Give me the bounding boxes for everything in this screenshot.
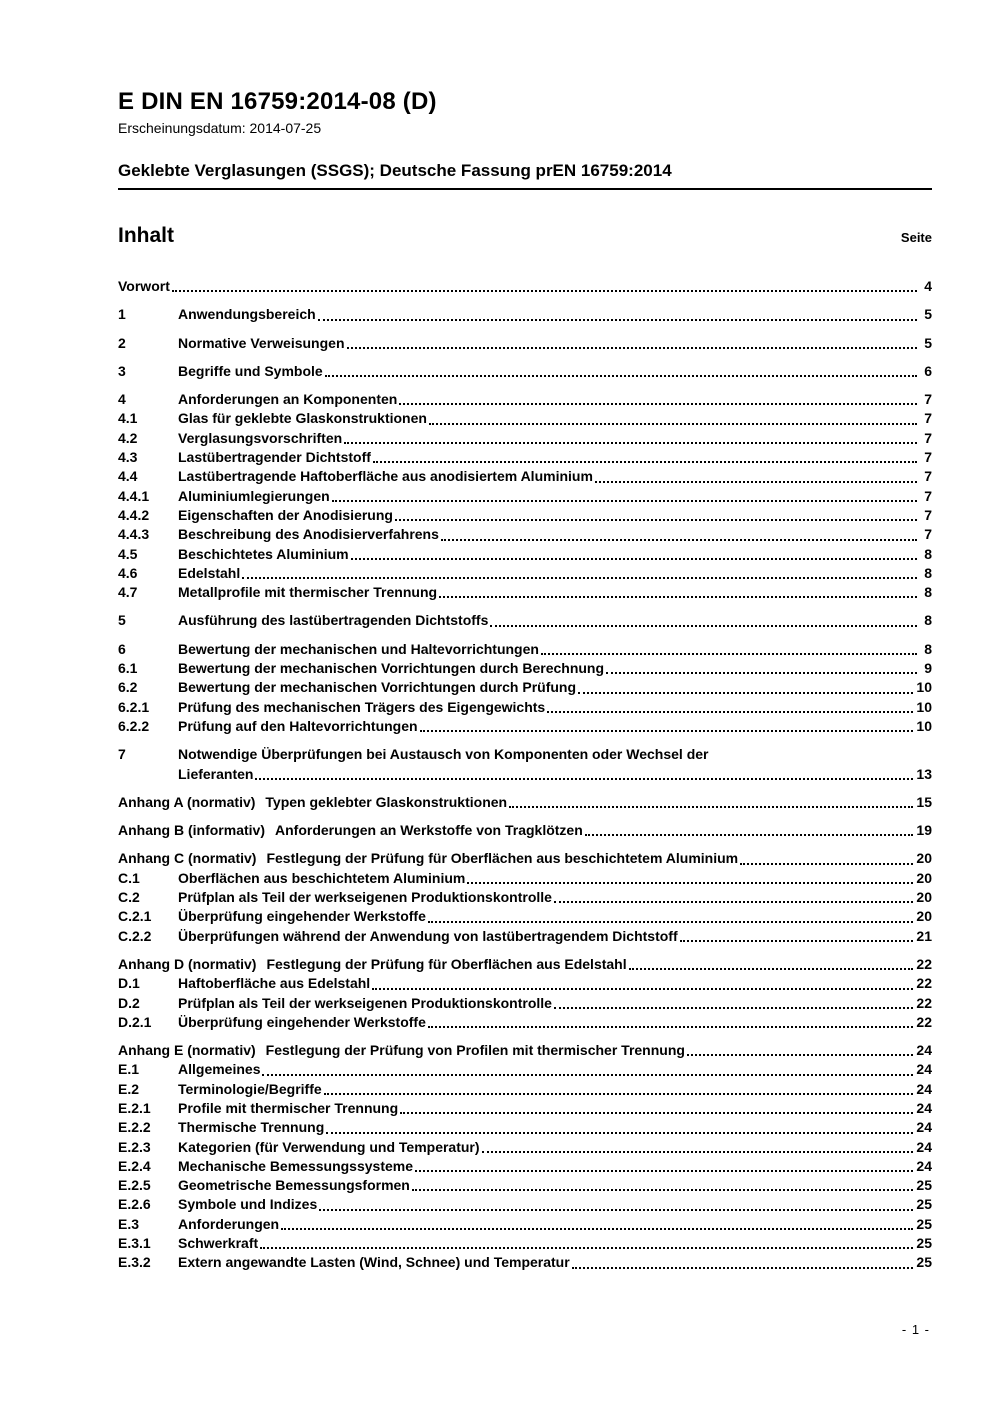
toc-leader-dots [324,1093,914,1095]
toc-leader-dots [318,319,917,321]
toc-entry-page: 24 [916,1138,932,1155]
toc-leader-dots [572,1267,914,1269]
toc-entry-page: 9 [924,660,932,677]
toc-entry [118,362,932,381]
toc-leader-dots [595,481,917,483]
toc-entry-page: 24 [916,1119,932,1136]
toc-entry-page: 25 [916,1235,932,1252]
toc-entry-title: Anwendungsbereich [178,306,316,323]
toc-annex-label: Anhang E (normativ) [118,1042,256,1059]
toc-entry-page: 8 [924,640,932,657]
toc-entry-number: 4.7 [118,584,138,601]
toc-entry-title: Geometrische Bemessungsformen [178,1177,410,1194]
toc-entry-title: Beschreibung des Anodisierverfahrens [178,526,439,543]
toc-entry-title: Terminologie/Begriffe [178,1080,322,1097]
toc-entry-number: 6.1 [118,660,138,677]
document-title: Geklebte Verglasungen (SSGS); Deutsche Fassung prEN 16759:2014 [118,161,932,190]
toc-entry-title: Notwendige Überprüfungen bei Austausch von Komponenten oder Wechsel der [178,746,709,763]
toc-leader-dots [412,1189,914,1191]
toc-leader-dots [242,577,917,579]
toc-entry-page: 10 [916,679,932,696]
toc-entry [118,1176,932,1195]
toc-entry-number: 4 [118,391,126,408]
toc-entry-title: Anforderungen an Komponenten [178,391,398,408]
toc-entry-page: 10 [916,717,932,734]
toc-leader-dots [399,403,917,405]
toc-entry-page: 7 [924,506,932,523]
toc-entry-title: Extern angewandte Lasten (Wind, Schnee) und Temperatur [178,1254,570,1271]
toc-entry [118,678,932,697]
toc-leader-dots [554,1007,913,1009]
toc-entry-number: C.1 [118,869,140,886]
toc-entry-title: Beschichtetes Aluminium [178,545,349,562]
toc-leader-dots [585,834,914,836]
toc-entry-number: 4.4 [118,468,138,485]
toc-leader-dots [172,290,917,292]
toc-entry-title: Kategorien (für Verwendung und Temperatur) [178,1138,480,1155]
toc-entry-page: 22 [916,955,932,972]
toc-entry-title: Allgemeines [178,1061,261,1078]
toc-entry-page: 24 [916,1061,932,1078]
toc-entry [118,448,932,467]
toc-entry-title: Festlegung der Prüfung für Oberflächen aus Edelstahl [266,955,627,972]
toc-leader-dots [344,442,917,444]
toc-entry [118,1215,932,1234]
toc-annex-label: Anhang A (normativ) [118,793,256,810]
toc-entry-title: Normative Verweisungen [178,334,345,351]
toc-leader-dots [490,625,917,627]
toc-entry-page: 25 [916,1254,932,1271]
toc-entry-title: Bewertung der mechanischen und Haltevorrichtungen [178,640,539,657]
toc-entry [118,907,932,926]
toc-leader-dots [541,653,917,655]
toc-entry-number: 6.2.1 [118,698,150,715]
toc-leader-dots [325,375,917,377]
toc-leader-dots [439,596,917,598]
toc-leader-dots [420,730,914,732]
page-number-footer: - 1 - [901,1322,930,1337]
toc-entry-page: 24 [916,1042,932,1059]
toc-leader-dots [687,1054,913,1056]
toc-entry-page: 19 [916,822,932,839]
toc-entry-number: E.3.1 [118,1235,151,1252]
toc-entry [118,305,932,324]
toc-entry [118,1138,932,1157]
toc-leader-dots [547,711,913,713]
toc-entry [118,1234,932,1253]
toc-entry-number: 4.2 [118,429,138,446]
toc-entry-title: Eigenschaften der Anodisierung [178,506,393,523]
toc-entry [118,545,932,564]
toc-leader-dots [326,1132,913,1134]
toc-entry [118,525,932,544]
toc-entry [118,765,932,784]
toc-entry [118,277,932,296]
toc-entry-page: 8 [924,584,932,601]
publish-date: Erscheinungsdatum: 2014-07-25 [118,120,322,136]
toc-entry-title: Verglasungsvorschriften [178,429,343,446]
toc-entry-page: 24 [916,1157,932,1174]
toc-entry-number: 6 [118,640,126,657]
toc-entry-page: 7 [924,429,932,446]
toc-entry [118,974,932,993]
toc-entry [118,927,932,946]
toc-entry [118,698,932,717]
toc-entry-number: E.2.3 [118,1138,151,1155]
toc-entry [118,869,932,888]
toc-entry-page: 8 [924,564,932,581]
toc-entry [118,390,932,409]
toc-entry-title: Thermische Trennung [178,1119,325,1136]
toc-entry [118,1041,932,1060]
toc-entry-title: Lastübertragender Dichtstoff [178,449,371,466]
toc-entry-title: Edelstahl [178,564,241,581]
toc-entry [118,1060,932,1079]
toc-entry-page: 24 [916,1080,932,1097]
document-number: E DIN EN 16759:2014-08 (D) [118,88,437,115]
toc-entry-title: Anforderungen [178,1215,280,1232]
toc-entry-title: Metallprofile mit thermischer Trennung [178,584,438,601]
toc-leader-dots [441,539,917,541]
toc-annex-label: Anhang C (normativ) [118,850,257,867]
toc-leader-dots [347,347,917,349]
toc-entry-number: 7 [118,746,126,763]
toc-entry-title: Symbole und Indizes [178,1196,318,1213]
toc-entry-page: 25 [916,1196,932,1213]
toc-entry [118,506,932,525]
toc-entry-number: D.2.1 [118,1013,152,1030]
toc-entry-number: E.3 [118,1215,140,1232]
toc-entry-number: 4.6 [118,564,138,581]
toc-entry-page: 10 [916,698,932,715]
toc-leader-dots [262,1074,913,1076]
toc-entry-page: 22 [916,975,932,992]
toc-entry-title: Überprüfungen während der Anwendung von lastübertragendem Dichtstoff [178,927,678,944]
toc-entry-number: E.2.2 [118,1119,151,1136]
toc-entry [118,717,932,736]
toc-leader-dots [606,672,917,674]
toc-entry-number: E.3.2 [118,1254,151,1271]
toc-entry-title: Prüfplan als Teil der werkseigenen Produktionskontrolle [178,994,552,1011]
toc-page-column-label: Seite [900,230,932,245]
toc-entry-page: 7 [924,410,932,427]
toc-leader-dots [554,901,913,903]
toc-leader-dots [428,1026,914,1028]
toc-entry-page: 7 [924,391,932,408]
toc-entry-page: 8 [924,612,932,629]
toc-entry-title: Anforderungen an Werkstoffe von Tragklötzen [275,822,583,839]
toc-leader-dots [332,500,917,502]
toc-entry-title: Glas für geklebte Glaskonstruktionen [178,410,427,427]
toc-entry-page: 20 [916,889,932,906]
toc-entry-page: 25 [916,1177,932,1194]
toc-header [118,224,932,248]
toc-entry [118,994,932,1013]
toc-entry-title: Prüfplan als Teil der werkseigenen Produktionskontrolle [178,889,552,906]
toc-annex-label: Anhang B (informativ) [118,822,265,839]
toc-entry-number: 4.4.1 [118,487,150,504]
toc-entry-number: 4.4.3 [118,526,150,543]
toc-entry-title: Lastübertragende Haftoberfläche aus anodisiertem Aluminium [178,468,593,485]
toc-entry-number: 4.1 [118,410,138,427]
toc-entry-page: 7 [924,468,932,485]
toc-entry-number: 4.5 [118,545,138,562]
toc-entry-page: 15 [916,793,932,810]
toc-entry-number: 6.2.2 [118,717,150,734]
toc-leader-dots [372,988,913,990]
toc-entry [118,1118,932,1137]
toc-entry-title: Mechanische Bemessungssysteme [178,1157,413,1174]
toc-entry-page: 7 [924,449,932,466]
toc-entry-title: Überprüfung eingehender Werkstoffe [178,1013,426,1030]
toc-entry-number: 3 [118,362,126,379]
toc-leader-dots [281,1228,913,1230]
toc-entry-page: 21 [916,927,932,944]
toc-entry-page: 6 [924,362,932,379]
toc-entry-number: 2 [118,334,126,351]
toc-leader-dots [482,1151,914,1153]
toc-entry-title: Prüfung des mechanischen Trägers des Eigengewichts [178,698,546,715]
toc-entry-number: 4.3 [118,449,138,466]
toc-leader-dots [351,558,917,560]
toc-entry-title: Bewertung der mechanischen Vorrichtungen durch Berechnung [178,660,605,677]
toc-entry [118,611,932,630]
toc-entry-title: Vorwort [118,278,170,294]
toc-entry-title: Typen geklebter Glaskonstruktionen [265,793,508,810]
toc-leader-dots [429,423,917,425]
toc-entry [118,487,932,506]
toc-entry [118,849,932,868]
toc-entry-title: Bewertung der mechanischen Vorrichtungen durch Prüfung [178,679,577,696]
toc-list [118,277,932,1273]
toc-entry-page: 5 [924,306,932,323]
toc-entry-title: Oberflächen aus beschichtetem Aluminium [178,869,466,886]
toc-entry-number: D.1 [118,975,140,992]
toc-entry-title: Lieferanten [178,765,254,782]
toc-entry [118,821,932,840]
toc-annex-label: Anhang D (normativ) [118,955,257,972]
toc-entry-page: 8 [924,545,932,562]
toc-leader-dots [255,778,913,780]
toc-entry-page: 5 [924,334,932,351]
toc-leader-dots [260,1247,913,1249]
toc-entry-title: Schwerkraft [178,1235,259,1252]
toc-entry-page: 24 [916,1099,932,1116]
toc-entry-page: 7 [924,487,932,504]
toc-entry-number: E.2.4 [118,1157,151,1174]
toc-entry [118,888,932,907]
toc-leader-dots [428,921,914,923]
toc-leader-dots [467,882,913,884]
toc-entry-number: 6.2 [118,679,138,696]
toc-entry-number: C.2 [118,889,140,906]
toc-leader-dots [415,1170,913,1172]
toc-entry-number: E.1 [118,1061,140,1078]
toc-entry-page: 13 [916,765,932,782]
toc-entry [118,745,932,764]
toc-entry-number: 4.4.2 [118,506,150,523]
toc-entry [118,1157,932,1176]
toc-heading: Inhalt [118,224,174,247]
toc-entry [118,1195,932,1214]
toc-entry-page: 22 [916,994,932,1011]
toc-entry-number: E.2.5 [118,1177,151,1194]
toc-leader-dots [578,692,913,694]
toc-entry [118,640,932,659]
toc-entry [118,564,932,583]
toc-entry [118,467,932,486]
toc-entry [118,1099,932,1118]
toc-entry [118,1013,932,1032]
toc-leader-dots [740,863,913,865]
toc-entry-page: 20 [916,869,932,886]
toc-entry-title: Haftoberfläche aus Edelstahl [178,975,371,992]
toc-entry-number: C.2.2 [118,927,152,944]
toc-entry-page: 22 [916,1013,932,1030]
toc-entry-page: 4 [924,278,932,294]
toc-entry-page: 20 [916,850,932,867]
toc-entry [118,659,932,678]
toc-entry [118,429,932,448]
toc-entry-number: E.2.6 [118,1196,151,1213]
toc-entry [118,955,932,974]
toc-entry-number: 5 [118,612,126,629]
toc-entry-title: Begriffe und Symbole [178,362,323,379]
toc-entry-title: Festlegung der Prüfung für Oberflächen aus beschichtetem Aluminium [266,850,739,867]
toc-entry-title: Profile mit thermischer Trennung [178,1099,399,1116]
toc-entry [118,1080,932,1099]
toc-entry-page: 25 [916,1215,932,1232]
toc-leader-dots [400,1112,913,1114]
toc-leader-dots [373,461,917,463]
toc-entry [118,583,932,602]
toc-entry-number: E.2.1 [118,1099,151,1116]
toc-entry-page: 20 [916,908,932,925]
toc-entry-number: D.2 [118,994,140,1011]
toc-entry [118,793,932,812]
toc-entry-title: Aluminiumlegierungen [178,487,330,504]
toc-entry-title: Prüfung auf den Haltevorrichtungen [178,717,418,734]
toc-entry [118,1253,932,1272]
toc-entry-number: E.2 [118,1080,140,1097]
toc-leader-dots [680,940,914,942]
toc-entry-title: Ausführung des lastübertragenden Dichtstoffs [178,612,489,629]
toc-entry-number: C.2.1 [118,908,152,925]
toc-entry-page: 7 [924,526,932,543]
page-content [118,88,932,1273]
toc-entry-title: Überprüfung eingehender Werkstoffe [178,908,426,925]
toc-entry-title: Festlegung der Prüfung von Profilen mit thermischer Trennung [265,1042,685,1059]
toc-entry-number: 1 [118,306,126,323]
toc-entry [118,334,932,353]
toc-leader-dots [319,1209,913,1211]
toc-leader-dots [629,968,914,970]
toc-leader-dots [509,806,913,808]
toc-leader-dots [395,519,917,521]
toc-entry [118,409,932,428]
